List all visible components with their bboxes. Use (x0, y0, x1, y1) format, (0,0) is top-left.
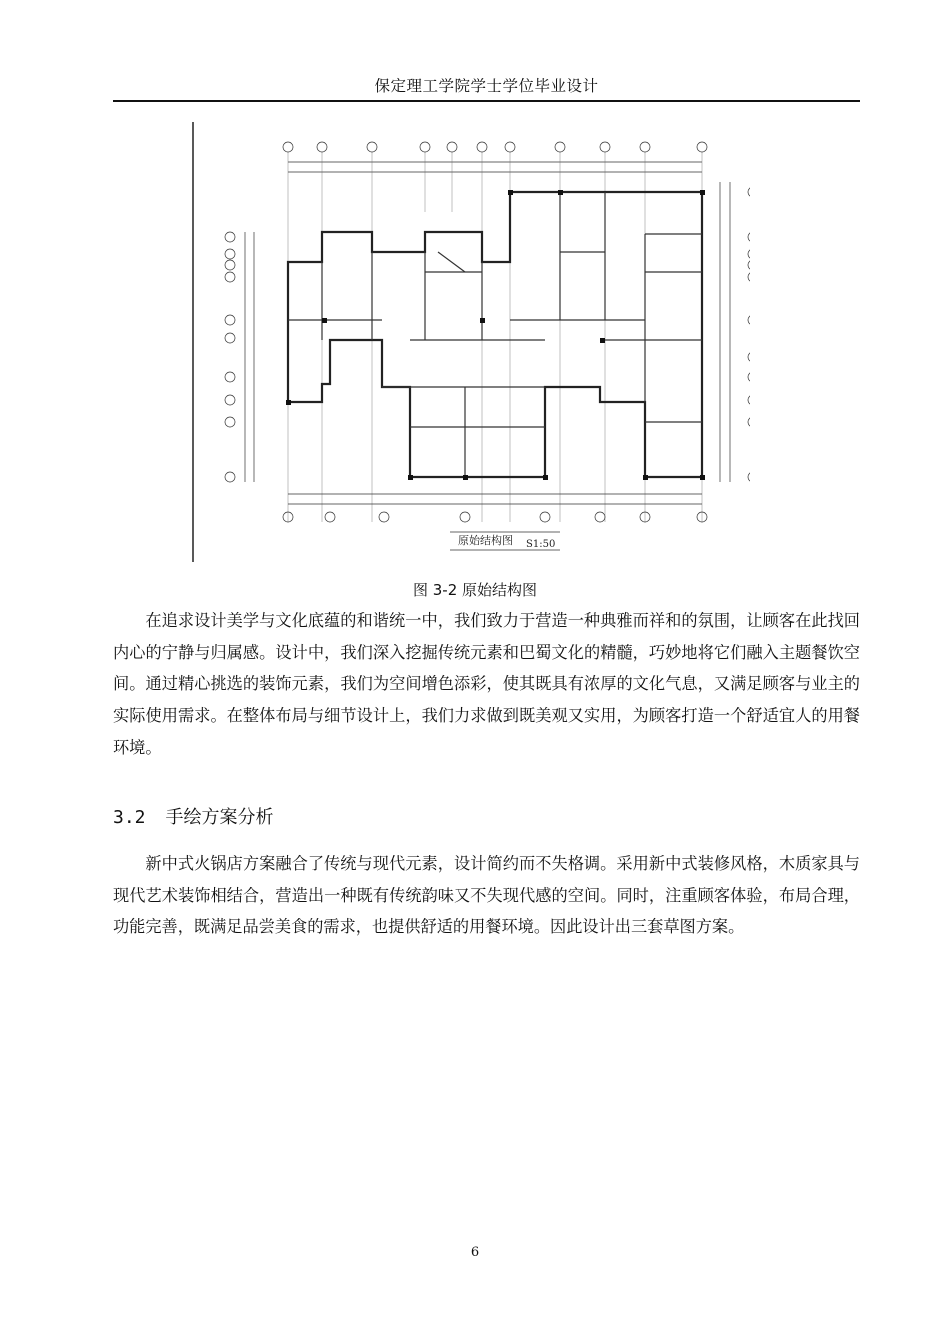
paragraph-1: 在追求设计美学与文化底蕴的和谐统一中，我们致力于营造一种典雅而祥和的氛围，让顾客在此找回内心的宁静与归属感。设计中，我们深入挖掘传统元素和巴蜀文化的精髓，巧妙地将它们融入主题餐饮空间。通过精心挑选的装饰元素，我们为空间增色添彩，使其既具有浓厚的文化气息，又满足顾客与业主的实际使用需求。在整体布局与细节设计上，我们力求做到既美观又实用，为顾客打造一个舒适宜人的用餐环境。 (113, 611, 860, 757)
bottom-axis-markers (283, 512, 707, 522)
page-number: 6 (470, 1245, 480, 1260)
top-axis-markers (283, 142, 707, 152)
section-heading (113, 803, 274, 829)
building-walls (288, 192, 702, 477)
page-header: 保定理工学院学士学位毕业设计 (374, 77, 599, 95)
paragraph-2: 新中式火锅店方案融合了传统与现代元素，设计简约而不失格调。采用新中式装修风格，木质家具与现代艺术装饰相结合，营造出一种既有传统韵味又不失现代感的空间。同时，注重顾客体验，布局合理，功能完善，既满足品尝美食的需求，也提供舒适的用餐环境。因此设计出三套草图方案。 (113, 854, 860, 937)
structural-columns (286, 190, 705, 480)
left-axis-markers (225, 232, 235, 482)
header-rule (113, 100, 860, 102)
section-title: 手绘方案分析 (165, 807, 274, 828)
plan-scale: S1:50 (526, 539, 556, 550)
plan-label: 原始结构图 (458, 534, 513, 547)
figure-caption: 图 3-2 原始结构图 (412, 581, 538, 599)
section-number: 3.2 (113, 807, 146, 828)
interior-walls (288, 192, 702, 477)
floor-plan-figure (190, 122, 750, 562)
floor-plan-drawing (190, 122, 750, 562)
right-axis-markers (748, 187, 750, 482)
